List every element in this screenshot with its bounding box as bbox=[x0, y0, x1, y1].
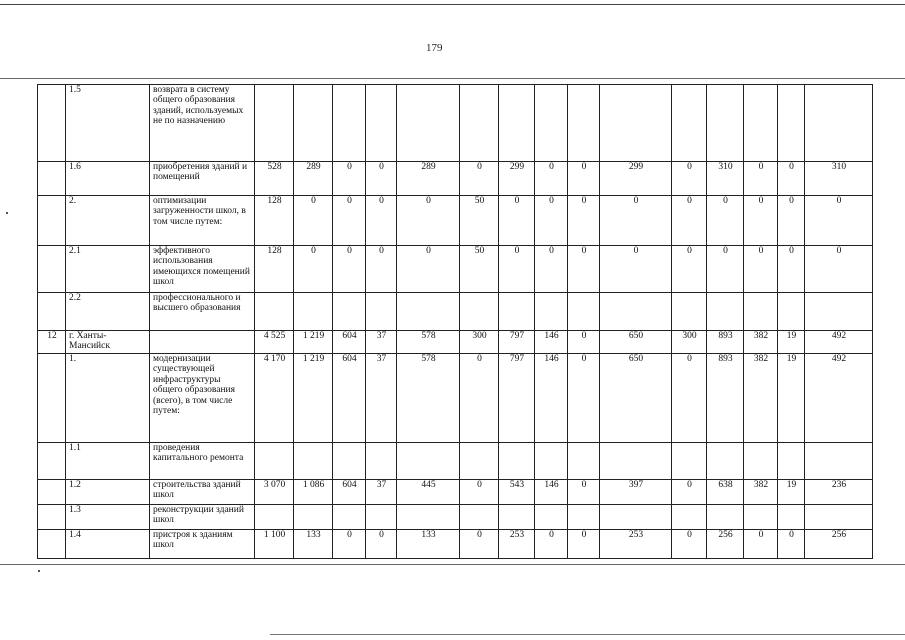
value-cell: 0 bbox=[535, 196, 568, 246]
value-cell: 4 525 bbox=[255, 331, 294, 354]
item-code-cell: 2. bbox=[66, 196, 150, 246]
table-row bbox=[38, 162, 873, 196]
value-cell bbox=[778, 443, 805, 480]
description-cell: оптимизации загруженности школ, в том числе путем: bbox=[150, 196, 255, 246]
value-cell: 650 bbox=[600, 331, 672, 354]
value-cell: 1 219 bbox=[294, 354, 333, 443]
table-row bbox=[38, 85, 873, 162]
value-cell bbox=[333, 293, 366, 331]
table-row bbox=[38, 246, 873, 293]
value-cell: 0 bbox=[366, 246, 397, 293]
value-cell: 0 bbox=[568, 480, 600, 505]
value-cell: 0 bbox=[600, 196, 672, 246]
row-index-cell bbox=[38, 354, 66, 443]
value-cell: 528 bbox=[255, 162, 294, 196]
value-cell bbox=[568, 293, 600, 331]
value-cell bbox=[397, 85, 460, 162]
value-cell: 3 070 bbox=[255, 480, 294, 505]
value-cell: 0 bbox=[535, 246, 568, 293]
value-cell bbox=[333, 505, 366, 530]
value-cell: 604 bbox=[333, 480, 366, 505]
value-cell: 146 bbox=[535, 354, 568, 443]
value-cell bbox=[672, 293, 707, 331]
value-cell bbox=[600, 85, 672, 162]
value-cell: 0 bbox=[397, 196, 460, 246]
value-cell bbox=[294, 505, 333, 530]
row-index-cell bbox=[38, 196, 66, 246]
value-cell: 133 bbox=[397, 530, 460, 559]
value-cell: 797 bbox=[499, 354, 535, 443]
value-cell: 310 bbox=[805, 162, 873, 196]
value-cell: 0 bbox=[366, 530, 397, 559]
description-cell: приобретения зданий и помещений bbox=[150, 162, 255, 196]
value-cell: 0 bbox=[805, 196, 873, 246]
value-cell: 300 bbox=[672, 331, 707, 354]
value-cell: 310 bbox=[707, 162, 744, 196]
table-row bbox=[38, 443, 873, 480]
description-cell: профессионального и высшего образования bbox=[150, 293, 255, 331]
value-cell: 543 bbox=[499, 480, 535, 505]
value-cell: 0 bbox=[460, 162, 499, 196]
value-cell bbox=[294, 85, 333, 162]
value-cell: 0 bbox=[294, 196, 333, 246]
value-cell bbox=[778, 505, 805, 530]
value-cell bbox=[366, 293, 397, 331]
row-index-cell bbox=[38, 443, 66, 480]
value-cell bbox=[744, 85, 778, 162]
value-cell bbox=[255, 443, 294, 480]
row-index-cell bbox=[38, 530, 66, 559]
value-cell: 797 bbox=[499, 331, 535, 354]
value-cell: 128 bbox=[255, 246, 294, 293]
value-cell bbox=[499, 505, 535, 530]
table-row bbox=[38, 196, 873, 246]
value-cell bbox=[672, 85, 707, 162]
value-cell: 638 bbox=[707, 480, 744, 505]
value-cell: 299 bbox=[499, 162, 535, 196]
value-cell: 0 bbox=[460, 354, 499, 443]
value-cell: 0 bbox=[460, 530, 499, 559]
value-cell bbox=[255, 293, 294, 331]
item-code-cell: г. Ханты-Мансийск bbox=[66, 331, 150, 354]
item-code-cell: 2.1 bbox=[66, 246, 150, 293]
value-cell bbox=[600, 293, 672, 331]
value-cell bbox=[535, 505, 568, 530]
page-number: 179 bbox=[426, 42, 443, 54]
row-index-cell bbox=[38, 505, 66, 530]
value-cell: 0 bbox=[672, 162, 707, 196]
value-cell: 0 bbox=[535, 530, 568, 559]
value-cell bbox=[707, 85, 744, 162]
value-cell: 893 bbox=[707, 331, 744, 354]
page-rule-bottom bbox=[0, 564, 905, 565]
value-cell bbox=[499, 443, 535, 480]
value-cell: 650 bbox=[600, 354, 672, 443]
value-cell bbox=[255, 85, 294, 162]
value-cell bbox=[600, 443, 672, 480]
value-cell bbox=[535, 443, 568, 480]
value-cell: 0 bbox=[333, 162, 366, 196]
value-cell bbox=[535, 85, 568, 162]
value-cell bbox=[744, 293, 778, 331]
item-code-cell: 1.1 bbox=[66, 443, 150, 480]
item-code-cell: 1.2 bbox=[66, 480, 150, 505]
value-cell bbox=[460, 505, 499, 530]
value-cell bbox=[333, 443, 366, 480]
value-cell bbox=[707, 293, 744, 331]
value-cell: 0 bbox=[672, 530, 707, 559]
value-cell bbox=[366, 85, 397, 162]
table-row bbox=[38, 331, 873, 354]
value-cell: 289 bbox=[397, 162, 460, 196]
description-cell: модернизации существующей инфраструктуры общего образования (всего), в том числе путем: bbox=[150, 354, 255, 443]
description-cell: возврата в систему общего образования зданий, используемых не по назначению bbox=[150, 85, 255, 162]
description-cell: проведения капитального ремонта bbox=[150, 443, 255, 480]
value-cell: 0 bbox=[744, 530, 778, 559]
value-cell bbox=[397, 443, 460, 480]
value-cell bbox=[460, 85, 499, 162]
value-cell bbox=[460, 443, 499, 480]
value-cell: 604 bbox=[333, 331, 366, 354]
value-cell: 0 bbox=[672, 480, 707, 505]
value-cell: 0 bbox=[744, 196, 778, 246]
row-index-cell bbox=[38, 246, 66, 293]
value-cell bbox=[535, 293, 568, 331]
row-index-cell bbox=[38, 480, 66, 505]
value-cell bbox=[778, 85, 805, 162]
value-cell: 397 bbox=[600, 480, 672, 505]
value-cell bbox=[707, 443, 744, 480]
value-cell bbox=[805, 443, 873, 480]
value-cell: 146 bbox=[535, 480, 568, 505]
value-cell bbox=[707, 505, 744, 530]
value-cell: 0 bbox=[778, 162, 805, 196]
row-index-cell bbox=[38, 293, 66, 331]
description-cell: строительства зданий школ bbox=[150, 480, 255, 505]
value-cell: 236 bbox=[805, 480, 873, 505]
value-cell: 289 bbox=[294, 162, 333, 196]
table-row bbox=[38, 530, 873, 559]
value-cell: 0 bbox=[397, 246, 460, 293]
value-cell: 492 bbox=[805, 354, 873, 443]
scan-speck bbox=[38, 570, 40, 572]
value-cell bbox=[397, 293, 460, 331]
value-cell: 0 bbox=[333, 530, 366, 559]
value-cell: 1 100 bbox=[255, 530, 294, 559]
value-cell: 0 bbox=[499, 246, 535, 293]
value-cell: 0 bbox=[499, 196, 535, 246]
table-row bbox=[38, 480, 873, 505]
value-cell: 0 bbox=[707, 196, 744, 246]
scan-top-edge bbox=[0, 4, 905, 5]
value-cell bbox=[294, 293, 333, 331]
value-cell: 256 bbox=[707, 530, 744, 559]
value-cell bbox=[744, 505, 778, 530]
table-row bbox=[38, 505, 873, 530]
value-cell: 0 bbox=[568, 246, 600, 293]
value-cell: 19 bbox=[778, 354, 805, 443]
value-cell: 0 bbox=[333, 246, 366, 293]
value-cell bbox=[744, 443, 778, 480]
value-cell: 0 bbox=[672, 246, 707, 293]
value-cell: 0 bbox=[568, 354, 600, 443]
value-cell: 300 bbox=[460, 331, 499, 354]
value-cell: 128 bbox=[255, 196, 294, 246]
value-cell: 0 bbox=[294, 246, 333, 293]
page-rule-top bbox=[0, 78, 905, 79]
value-cell: 0 bbox=[568, 331, 600, 354]
value-cell bbox=[805, 85, 873, 162]
value-cell: 445 bbox=[397, 480, 460, 505]
value-cell bbox=[397, 505, 460, 530]
value-cell: 604 bbox=[333, 354, 366, 443]
scan-bottom-edge bbox=[270, 634, 905, 635]
row-index-cell bbox=[38, 85, 66, 162]
value-cell bbox=[366, 505, 397, 530]
value-cell: 253 bbox=[600, 530, 672, 559]
value-cell: 893 bbox=[707, 354, 744, 443]
row-index-cell: 12 bbox=[38, 331, 66, 354]
value-cell: 0 bbox=[778, 196, 805, 246]
value-cell: 492 bbox=[805, 331, 873, 354]
row-index-cell bbox=[38, 162, 66, 196]
value-cell bbox=[499, 85, 535, 162]
value-cell: 0 bbox=[366, 162, 397, 196]
value-cell bbox=[460, 293, 499, 331]
value-cell: 253 bbox=[499, 530, 535, 559]
description-cell: эффективного использования имеющихся помещений школ bbox=[150, 246, 255, 293]
value-cell bbox=[568, 505, 600, 530]
value-cell: 19 bbox=[778, 480, 805, 505]
value-cell bbox=[366, 443, 397, 480]
value-cell: 0 bbox=[366, 196, 397, 246]
value-cell: 578 bbox=[397, 354, 460, 443]
value-cell bbox=[600, 505, 672, 530]
value-cell: 0 bbox=[568, 530, 600, 559]
value-cell: 0 bbox=[535, 162, 568, 196]
value-cell: 299 bbox=[600, 162, 672, 196]
data-table bbox=[37, 84, 873, 559]
item-code-cell: 1.6 bbox=[66, 162, 150, 196]
value-cell: 0 bbox=[672, 196, 707, 246]
description-cell: реконструкции зданий школ bbox=[150, 505, 255, 530]
value-cell bbox=[672, 505, 707, 530]
item-code-cell: 2.2 bbox=[66, 293, 150, 331]
value-cell: 382 bbox=[744, 354, 778, 443]
scan-speck bbox=[6, 212, 8, 214]
description-cell: пристроя к зданиям школ bbox=[150, 530, 255, 559]
value-cell: 0 bbox=[744, 246, 778, 293]
value-cell: 0 bbox=[805, 246, 873, 293]
value-cell: 382 bbox=[744, 331, 778, 354]
value-cell: 0 bbox=[778, 530, 805, 559]
value-cell: 50 bbox=[460, 196, 499, 246]
value-cell: 0 bbox=[744, 162, 778, 196]
value-cell: 1 219 bbox=[294, 331, 333, 354]
value-cell: 19 bbox=[778, 331, 805, 354]
description-cell bbox=[150, 331, 255, 354]
value-cell: 0 bbox=[707, 246, 744, 293]
value-cell: 382 bbox=[744, 480, 778, 505]
value-cell bbox=[294, 443, 333, 480]
value-cell: 146 bbox=[535, 331, 568, 354]
value-cell bbox=[805, 293, 873, 331]
value-cell bbox=[805, 505, 873, 530]
value-cell: 133 bbox=[294, 530, 333, 559]
value-cell: 37 bbox=[366, 354, 397, 443]
value-cell: 0 bbox=[778, 246, 805, 293]
value-cell bbox=[499, 293, 535, 331]
value-cell bbox=[568, 443, 600, 480]
value-cell bbox=[568, 85, 600, 162]
value-cell: 37 bbox=[366, 331, 397, 354]
value-cell: 0 bbox=[460, 480, 499, 505]
value-cell: 4 170 bbox=[255, 354, 294, 443]
value-cell: 0 bbox=[672, 354, 707, 443]
value-cell: 1 086 bbox=[294, 480, 333, 505]
value-cell bbox=[672, 443, 707, 480]
value-cell: 50 bbox=[460, 246, 499, 293]
value-cell: 0 bbox=[568, 162, 600, 196]
value-cell: 0 bbox=[568, 196, 600, 246]
table-row bbox=[38, 293, 873, 331]
item-code-cell: 1.3 bbox=[66, 505, 150, 530]
table-row bbox=[38, 354, 873, 443]
value-cell: 0 bbox=[333, 196, 366, 246]
value-cell: 0 bbox=[600, 246, 672, 293]
item-code-cell: 1.4 bbox=[66, 530, 150, 559]
value-cell: 37 bbox=[366, 480, 397, 505]
value-cell bbox=[778, 293, 805, 331]
value-cell bbox=[255, 505, 294, 530]
item-code-cell: 1.5 bbox=[66, 85, 150, 162]
value-cell: 256 bbox=[805, 530, 873, 559]
value-cell: 578 bbox=[397, 331, 460, 354]
value-cell bbox=[333, 85, 366, 162]
item-code-cell: 1. bbox=[66, 354, 150, 443]
